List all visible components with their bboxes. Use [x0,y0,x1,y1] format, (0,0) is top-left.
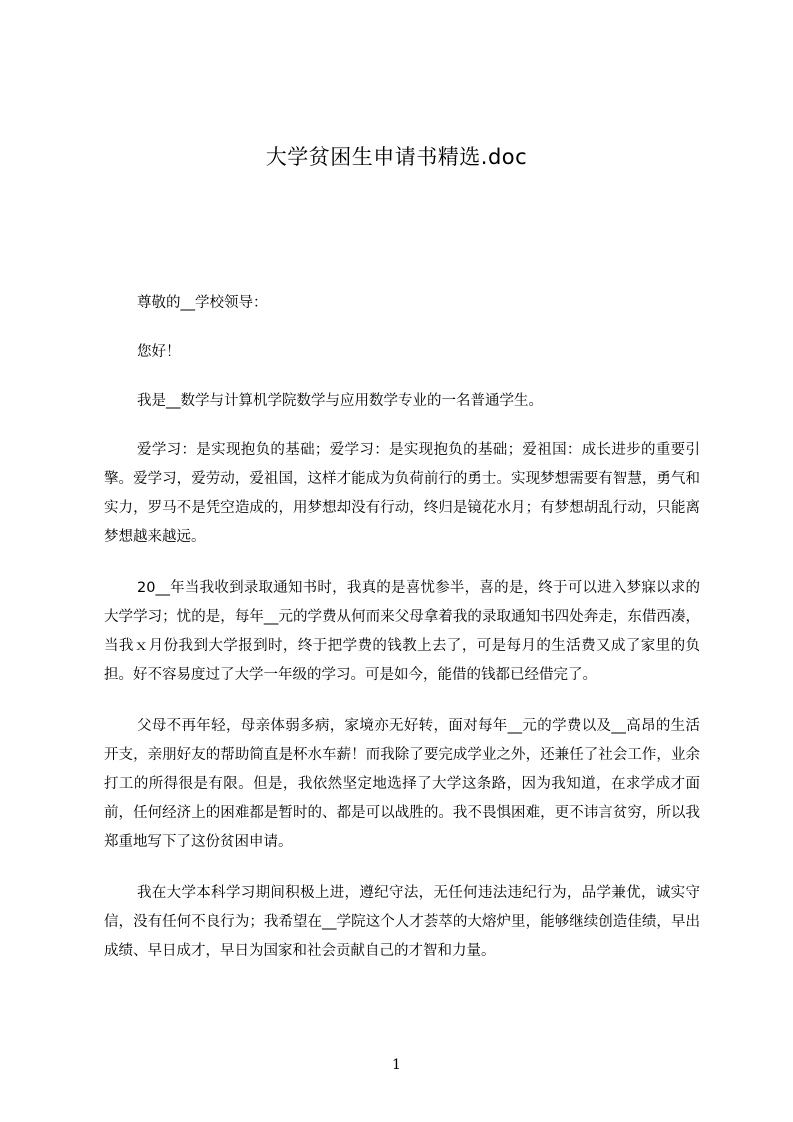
document-body [104,289,700,988]
body-paragraph: 我在大学本科学习期间积极上进，遵纪守法，无任何违法违纪行为，品学兼优，诚实守信，没有任何不良行为；我希望在__学院这个人才荟萃的大熔炉里，能够继续创造佳绩，早出成绩、早日成才，早日为国家和社会贡献自己的才智和力量。 [104,885,700,959]
page-number: 1 [392,1057,401,1073]
introduction-paragraph: 我是__数学与计算机学院数学与应用数学专业的一名普通学生。 [137,393,543,409]
body-paragraph: 爱学习：是实现抱负的基础；爱学习：是实现抱负的基础；爱祖国：成长进步的重要引擎。爱学习，爱劳动，爱祖国，这样才能成为负荷前行的勇士。实现梦想需要有智慧，勇气和实力，罗马不是凭空造成的，用梦想却没有行动，终归是镜花水月；有梦想胡乱行动，只能离梦想越来越远。 [104,442,700,545]
document-title: 大学贫困生申请书精选.doc [265,145,528,169]
body-paragraph: 父母不再年轻，母亲体弱多病，家境亦无好转，面对每年__元的学费以及__高昂的生活开支，亲朋好友的帮助简直是杯水车薪！而我除了要完成学业之外，还兼任了社会工作，业余打工的所得很是有限。但是，我依然坚定地选择了大学这条路，因为我知道，在求学成才面前，任何经济上的困难都是暂时的、都是可以战胜的。我不畏惧困难，更不讳言贫穷，所以我郑重地写下了这份贫困申请。 [104,718,700,850]
body-paragraph: 20__年当我收到录取通知书时，我真的是喜忧参半，喜的是，终于可以进入梦寐以求的大学学习；忧的是，每年__元的学费从何而来父母拿着我的录取通知书四处奔走，东借西凑，当我ｘ月份我到大学报到时，终于把学费的钱教上去了，可是每月的生活费又成了家里的负担。好不容易度过了大学一年级的学习。可是如今，能借的钱都已经借完了。 [104,580,700,683]
greeting: 您好！ [137,344,181,360]
salutation: 尊敬的__学校领导： [137,295,268,311]
